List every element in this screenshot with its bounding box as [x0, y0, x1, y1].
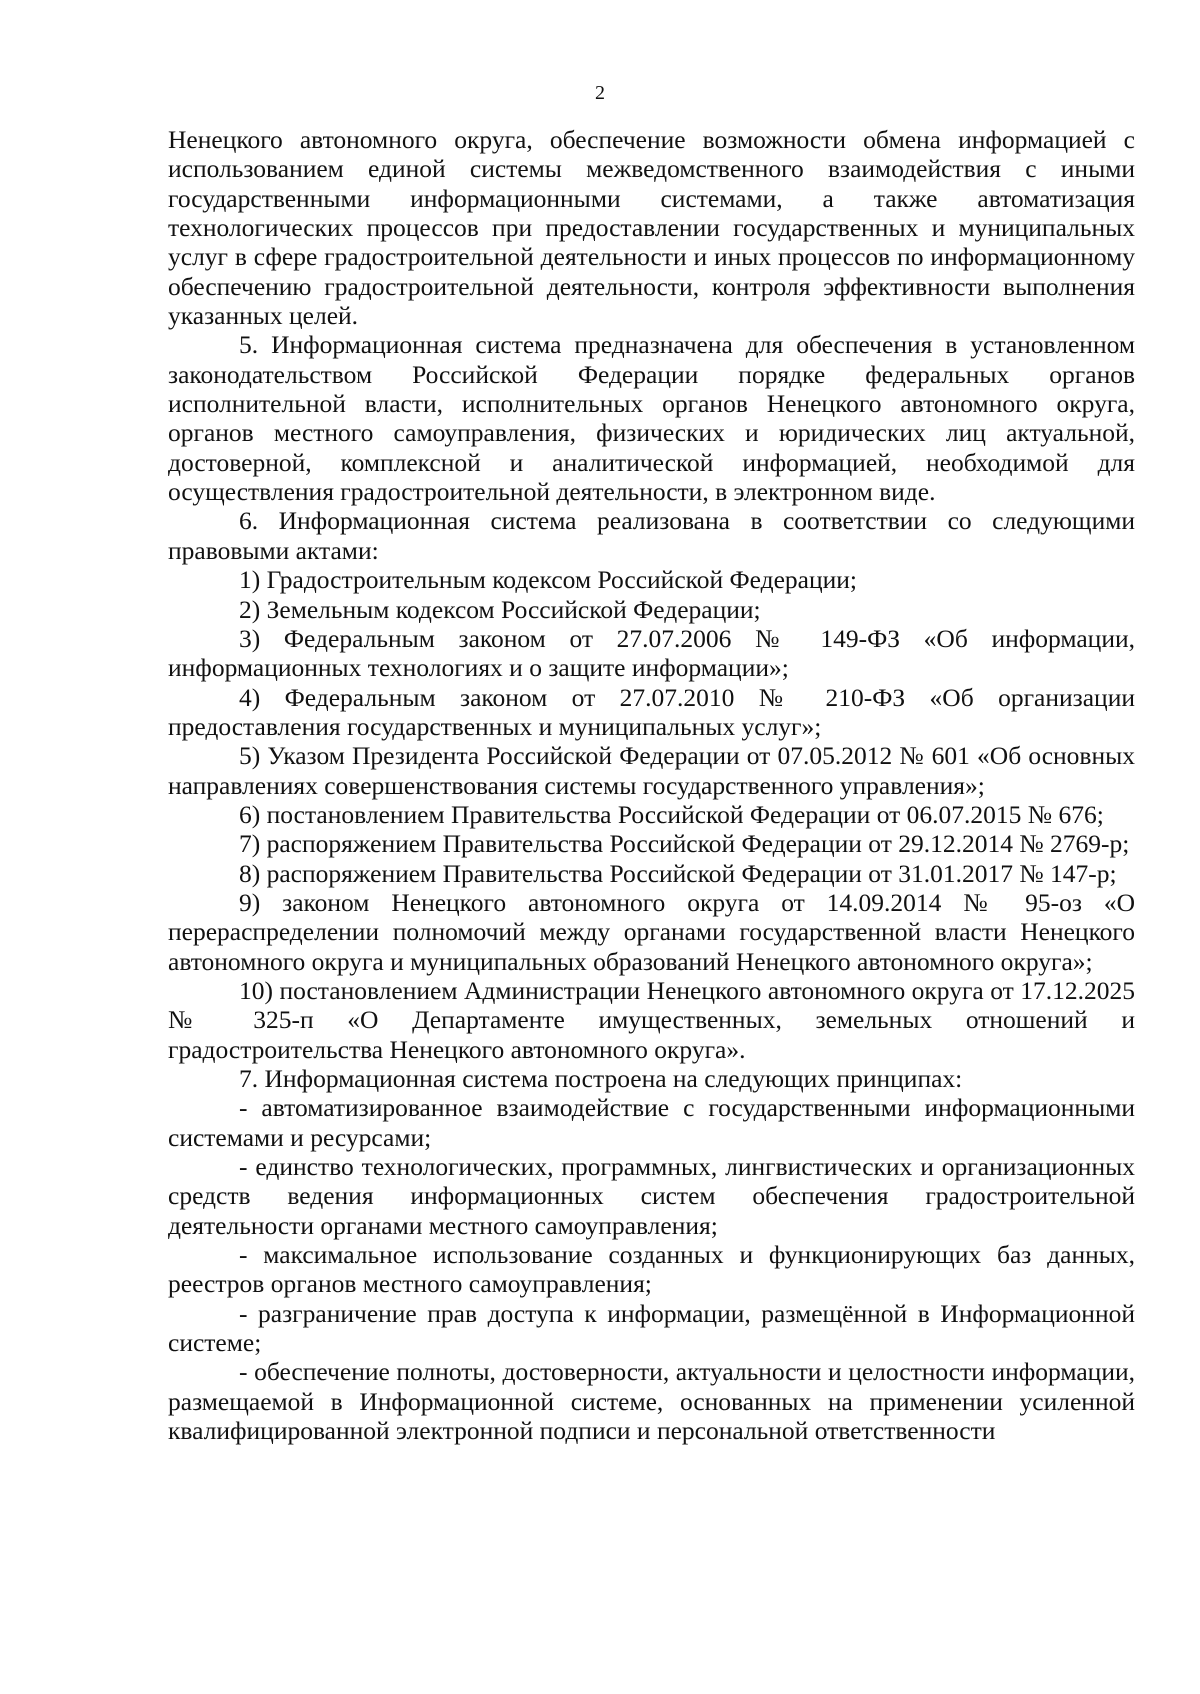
- principle-item: - автоматизированное взаимодействие с государственными информационными системами и ресурсами;: [168, 1093, 1135, 1152]
- paragraph-item-5: 5. Информационная система предназначена для обеспечения в установленном законодательством Российской Федерации порядке федеральных органов исполнительной власти, исполнительных органов Ненецкого автономного округа, органов местного самоуправления, физических и юридических лиц актуальной, достоверной, комплексной и аналитической информацией, необходимой для осуществления градостроительной деятельности, в электронном виде.: [168, 330, 1135, 507]
- legal-act-7: 7) распоряжением Правительства Российской Федерации от 29.12.2014 № 2769-р;: [239, 829, 1130, 859]
- legal-act-3: 3) Федеральным законом от 27.07.2006 № 149-ФЗ «Об информации, информационных технологиях и о защите информации»;: [168, 623, 1135, 683]
- legal-act-1: 1) Градостроительным кодексом Российской Федерации;: [239, 565, 858, 595]
- principle-item: - максимальное использование созданных и функционирующих баз данных, реестров органов местного самоуправления;: [168, 1240, 1135, 1299]
- legal-act-6: 6) постановлением Правительства Российской Федерации от 06.07.2015 № 676;: [239, 799, 1104, 829]
- legal-act-2: 2) Земельным кодексом Российской Федерации;: [239, 594, 761, 624]
- legal-act-9: 9) законом Ненецкого автономного округа от 14.09.2014 № 95-оз «О перераспределении полномочий между органами государственной власти Ненецкого автономного округа и муниципальных образований Ненецкого автономного округа»;: [168, 887, 1135, 976]
- page-number: 2: [595, 82, 605, 104]
- paragraph-continuation: Ненецкого автономного округа, обеспечение возможности обмена информацией с использованием единой системы межведомственного взаимодействия с иными государственными информационными системами, а также автоматизация технологических процессов при предоставлении государственных и муниципальных услуг в сфере градостроительной деятельности и иных процессов по информационному обеспечению градостроительной деятельности, контроля эффективности выполнения указанных целей.: [168, 125, 1135, 331]
- legal-act-4: 4) Федеральным законом от 27.07.2010 № 210-ФЗ «Об организации предоставления государственных и муниципальных услуг»;: [168, 682, 1135, 741]
- principle-item: - обеспечение полноты, достоверности, актуальности и целостности информации, размещаемой в Информационной системе, основанных на применении усиленной квалифицированной электронной подписи и персональной ответственности: [168, 1357, 1135, 1446]
- legal-act-5: 5) Указом Президента Российской Федерации от 07.05.2012 № 601 «Об основных направлениях совершенствования системы государственного управления»;: [168, 741, 1135, 800]
- paragraph-item-7: 7. Информационная система построена на следующих принципах:: [239, 1064, 963, 1093]
- principle-item: - единство технологических, программных, лингвистических и организационных средств ведения информационных систем обеспечения градостроительной деятельности органами местного самоуправления;: [168, 1152, 1135, 1240]
- legal-act-8: 8) распоряжением Правительства Российской Федерации от 31.01.2017 № 147-р;: [239, 858, 1117, 888]
- legal-act-10: 10) постановлением Администрации Ненецкого автономного округа от 17.12.2025 № 325-п «О Департаменте имущественных, земельных отношений и градостроительства Ненецкого автономного округа».: [168, 975, 1135, 1064]
- paragraph-item-6: 6. Информационная система реализована в соответствии со следующими правовыми актами:: [168, 506, 1135, 565]
- document-body: [168, 125, 1135, 1445]
- principle-item: - разграничение прав доступа к информации, размещённой в Информационной системе;: [168, 1298, 1135, 1358]
